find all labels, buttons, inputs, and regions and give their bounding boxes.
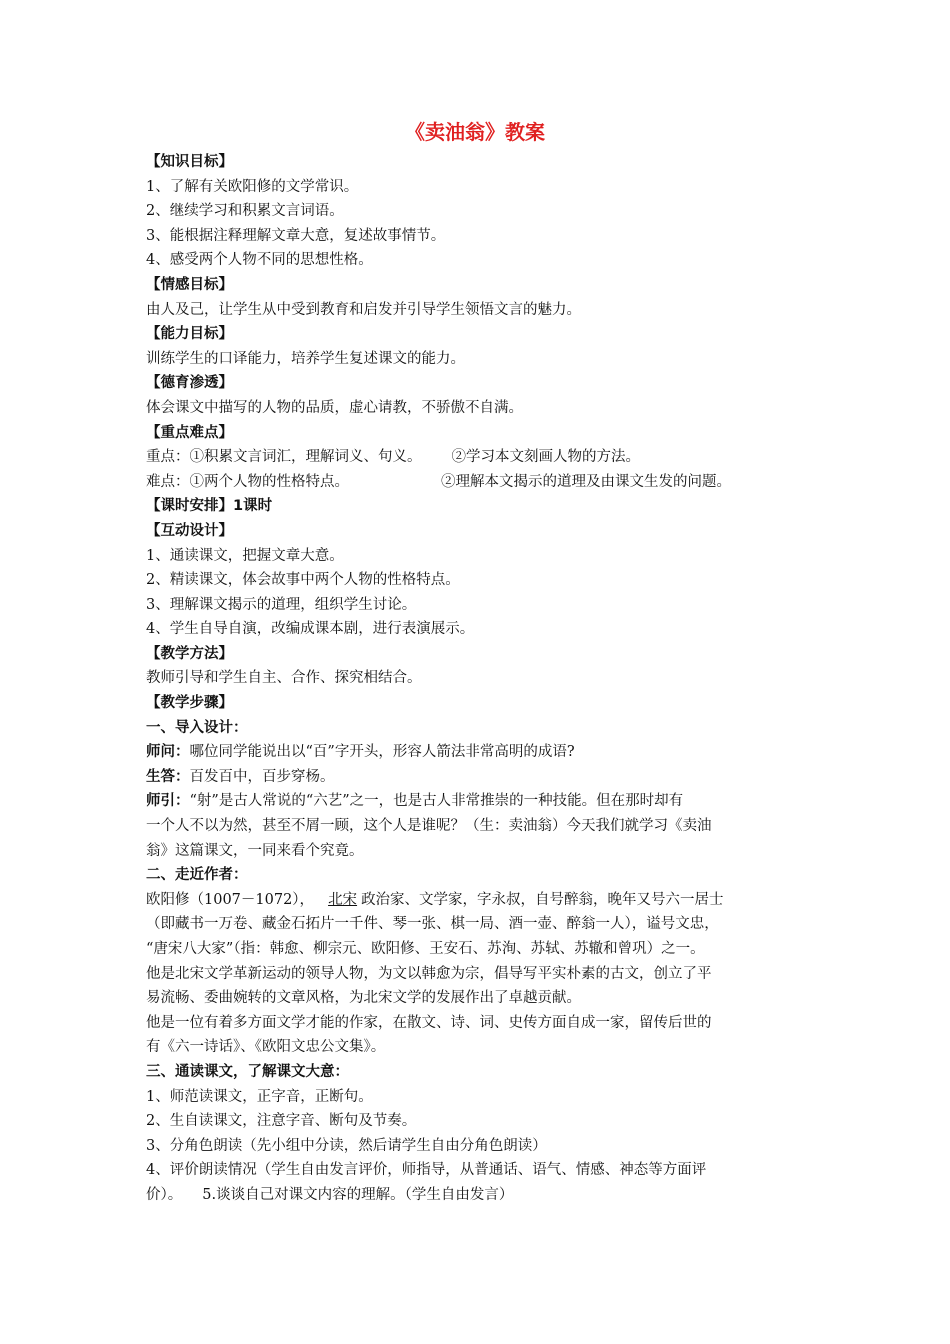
heading-knowledge: 【知识目标】 — [146, 154, 233, 170]
reading-item-5: 5.谈谈自己对课文内容的理解。（学生自由发言） — [202, 1186, 514, 1203]
key-points-line — [146, 445, 810, 470]
knowledge-item-2: 2、继续学习和积累文言词语。 — [146, 203, 344, 220]
ability-text: 训练学生的口译能力，培养学生复述课文的能力。 — [146, 350, 465, 367]
student-answer — [146, 765, 810, 790]
heading-emotion: 【情感目标】 — [146, 276, 233, 293]
difficult-points-line — [146, 470, 810, 495]
author-line-2: （即藏书一万卷、藏金石拓片一千件、琴一张、棋一局、酒一壶、醉翁一人），谥号文忠， — [146, 916, 719, 933]
reading-item-4: 4、评价朗读情况（学生自由发言评价，师指导，从普通话、语气、情感、神态等方面评 — [146, 1162, 707, 1179]
author-line-5: 易流畅、委曲婉转的文章风格，为北宋文学的发展作出了卓越贡献。 — [146, 990, 581, 1007]
heading-moral: 【德育渗透】 — [146, 375, 233, 392]
knowledge-item-4: 4、感受两个人物不同的思想性格。 — [146, 252, 373, 269]
difficult-point-b: ②理解本文揭示的道理及由课文生发的问题。 — [441, 473, 731, 490]
author-intro: 政治家、文学家，字永叔，自号醉翁，晚年又号六一居士 — [361, 891, 724, 908]
heading-ability: 【能力目标】 — [146, 326, 233, 343]
heading-schedule: 【课时安排】 — [146, 498, 233, 515]
step-intro-heading: 一、导入设计： — [146, 719, 248, 736]
author-line-3: “唐宋八大家”（指：韩愈、柳宗元、欧阳修、王安石、苏洵、苏轼、苏辙和曾巩）之一。 — [146, 941, 705, 957]
heading-key-points: 【重点难点】 — [146, 424, 233, 441]
schedule-value: 1课时 — [233, 498, 273, 515]
key-point-b: ②学习本文刻画人物的方法。 — [451, 449, 640, 466]
heading-steps: 【教学步骤】 — [146, 695, 233, 712]
teacher-question — [146, 740, 810, 765]
author-line-7: 有《六一诗话》、《欧阳文忠公文集》。 — [146, 1039, 386, 1056]
teacher-question-label: 师问： — [146, 744, 190, 761]
document-title: 《卖油翁》教案 — [405, 120, 545, 144]
teacher-lead-line-1 — [146, 789, 810, 814]
method-text: 教师引导和学生自主、合作、探究相结合。 — [146, 670, 422, 687]
schedule-line — [146, 494, 810, 519]
emotion-text: 由人及己，让学生从中受到教育和启发并引导学生领悟文言的魅力。 — [146, 301, 581, 318]
interaction-item-3: 3、理解课文揭示的道理，组织学生讨论。 — [146, 596, 417, 613]
reading-item-3: 3、分角色朗读（先小组中分读，然后请学生自由分角色朗读） — [146, 1137, 547, 1154]
reading-item-4-end: 价）。 — [146, 1186, 183, 1203]
interaction-item-2: 2、精读课文，体会故事中两个人物的性格特点。 — [146, 572, 460, 589]
teacher-lead-line-2: 一个人不以为然，甚至不屑一顾，这个人是谁呢？（生：卖油翁）今天我们就学习《卖油 — [146, 818, 712, 835]
teacher-question-text: 哪位同学能说出以“百”字开头，形容人箭法非常高明的成语? — [189, 744, 575, 761]
author-dynasty: 北宋 — [328, 891, 358, 908]
interaction-item-4: 4、学生自导自演，改编成课本剧，进行表演展示。 — [146, 621, 475, 638]
knowledge-item-3: 3、能根据注释理解文章大意，复述故事情节。 — [146, 227, 446, 244]
heading-method: 【教学方法】 — [146, 645, 233, 662]
student-answer-text: 百发百中，百步穿杨。 — [189, 768, 335, 785]
interaction-item-1: 1、通读课文，把握文章大意。 — [146, 547, 344, 564]
reading-item-4-continued — [146, 1183, 810, 1208]
step-author-heading: 二、走近作者： — [146, 867, 248, 884]
teacher-lead-label: 师引： — [146, 793, 190, 810]
difficult-point-a: 难点：①两个人物的性格特点。 — [146, 473, 349, 490]
author-line-1 — [146, 888, 810, 913]
step-reading-heading: 三、通读课文，了解课文大意： — [146, 1063, 349, 1080]
teacher-lead-line-3: 翁》这篇课文，一同来看个究竟。 — [146, 842, 364, 859]
author-name-years: 欧阳修（1007－1072）， — [146, 891, 315, 908]
key-point-a: 重点：①积累文言词汇，理解词义、句义。 — [146, 449, 422, 466]
author-line-6: 他是一位有着多方面文学才能的作家，在散文、诗、词、史传方面自成一家，留传后世的 — [146, 1014, 712, 1031]
document-body — [146, 150, 810, 1208]
reading-item-1: 1、师范读课文，正字音，正断句。 — [146, 1088, 373, 1105]
heading-interaction: 【互动设计】 — [146, 522, 233, 539]
student-answer-label: 生答： — [146, 768, 190, 785]
reading-item-2: 2、生自读课文，注意字音、断句及节奏。 — [146, 1113, 417, 1130]
knowledge-item-1: 1、了解有关欧阳修的文学常识。 — [146, 178, 359, 195]
moral-text: 体会课文中描写的人物的品质，虚心请教，不骄傲不自满。 — [146, 399, 523, 416]
author-line-4: 他是北宋文学革新运动的领导人物，为文以韩愈为宗，倡导写平实朴素的古文，创立了平 — [146, 965, 712, 982]
teacher-lead-text-1: “射”是古人常说的“六艺”之一，也是古人非常推崇的一种技能。但在那时却有 — [189, 793, 684, 810]
